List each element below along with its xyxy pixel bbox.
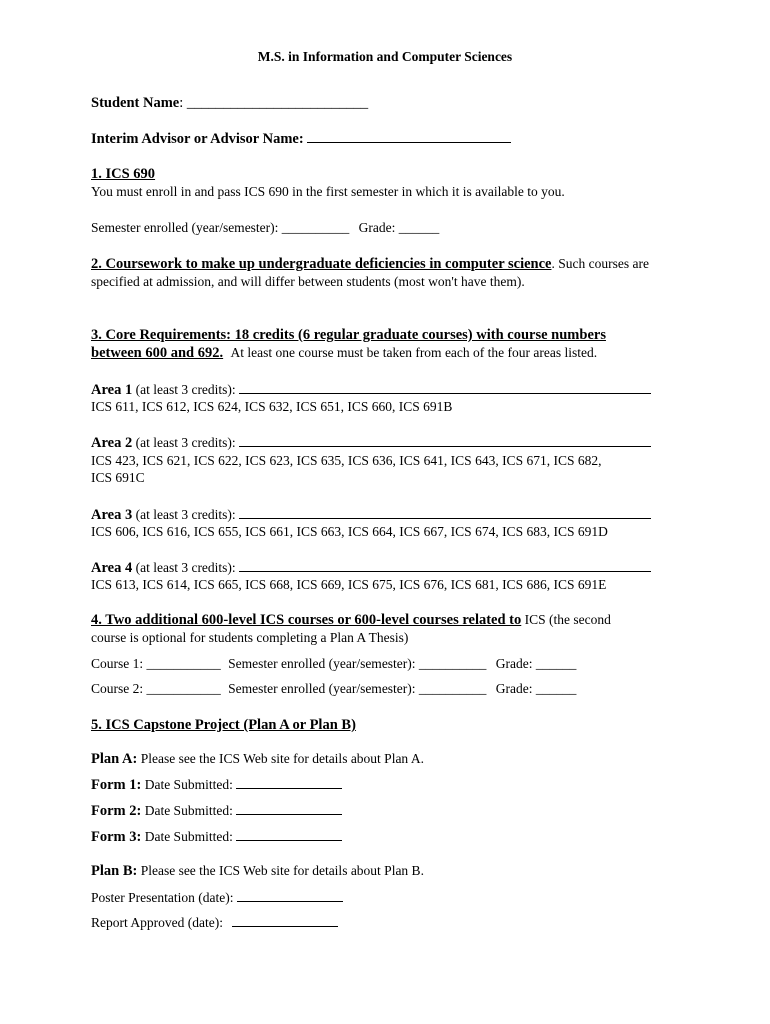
course-1-grade-label: Grade: bbox=[495, 656, 533, 671]
course-1-row bbox=[91, 655, 576, 673]
section-3-heading-2: between 600 and 692. bbox=[91, 345, 224, 361]
form-2-text: Date Submitted: bbox=[144, 803, 233, 818]
section-4-text-1: ICS (the second bbox=[524, 612, 611, 627]
form-2-label: Form 2: bbox=[91, 803, 142, 819]
form-1-label: Form 1: bbox=[91, 777, 142, 793]
semester-label: Semester enrolled (year/semester): bbox=[91, 220, 279, 235]
student-name-colon: : bbox=[179, 95, 184, 111]
area-3-row bbox=[91, 505, 651, 524]
section-4-text-2: course is optional for students completing a Plan A Thesis) bbox=[91, 630, 409, 645]
area-3-label: Area 3 bbox=[91, 507, 133, 523]
section-1-semester-row bbox=[91, 219, 439, 237]
area-2-credits: (at least 3 credits): bbox=[135, 435, 236, 450]
student-name-row bbox=[91, 94, 368, 112]
area-1-field[interactable] bbox=[239, 380, 651, 394]
course-2-grade-label: Grade: bbox=[495, 681, 533, 696]
section-1-heading: 1. ICS 690 bbox=[91, 166, 156, 182]
poster-date-field[interactable] bbox=[237, 888, 343, 902]
area-1-courses: ICS 611, ICS 612, ICS 624, ICS 632, ICS 651, ICS 660, ICS 691B bbox=[91, 399, 453, 414]
course-1-semester-field[interactable]: __________ bbox=[418, 656, 487, 671]
section-2-line-1 bbox=[91, 255, 649, 273]
advisor-name-field[interactable] bbox=[307, 129, 511, 143]
area-4-credits: (at least 3 credits): bbox=[135, 560, 236, 575]
plan-a-row bbox=[91, 750, 424, 768]
section-2-text-2: specified at admission, and will differ between students (most won't have them). bbox=[91, 274, 525, 289]
form-2-row bbox=[91, 801, 342, 820]
course-2-label: Course 2: bbox=[91, 681, 144, 696]
report-label: Report Approved (date): bbox=[91, 915, 223, 930]
area-1-row bbox=[91, 380, 651, 399]
plan-b-label: Plan B: bbox=[91, 863, 138, 879]
student-name-label: Student Name bbox=[91, 95, 180, 111]
course-1-field[interactable]: ___________ bbox=[146, 656, 221, 671]
form-1-row bbox=[91, 775, 342, 794]
course-2-field[interactable]: ___________ bbox=[146, 681, 221, 696]
area-2-courses-2: ICS 691C bbox=[91, 470, 145, 485]
section-5-heading: 5. ICS Capstone Project (Plan A or Plan B) bbox=[91, 717, 356, 733]
advisor-label: Interim Advisor or Advisor Name: bbox=[91, 131, 304, 147]
course-2-row bbox=[91, 680, 576, 698]
area-1-label: Area 1 bbox=[91, 382, 133, 398]
section-1-text: You must enroll in and pass ICS 690 in the first semester in which it is available to you. bbox=[91, 184, 565, 199]
area-4-label: Area 4 bbox=[91, 560, 133, 576]
course-2-grade-field[interactable]: ______ bbox=[535, 681, 577, 696]
area-2-field[interactable] bbox=[239, 433, 651, 447]
poster-label: Poster Presentation (date): bbox=[91, 890, 234, 905]
area-4-courses: ICS 613, ICS 614, ICS 665, ICS 668, ICS 669, ICS 675, ICS 676, ICS 681, ICS 686, ICS 691E bbox=[91, 577, 607, 592]
area-2-row bbox=[91, 433, 651, 452]
section-4-line-1 bbox=[91, 611, 611, 629]
form-3-date-field[interactable] bbox=[236, 827, 342, 841]
course-2-semester-field[interactable]: __________ bbox=[418, 681, 487, 696]
area-4-field[interactable] bbox=[239, 558, 651, 572]
plan-a-text: Please see the ICS Web site for details about Plan A. bbox=[140, 751, 424, 766]
course-2-semester-label: Semester enrolled (year/semester): bbox=[228, 681, 416, 696]
section-2-text-1: . Such courses are bbox=[551, 256, 649, 271]
student-name-field[interactable]: _________________________ bbox=[186, 95, 369, 111]
section-3-line-2 bbox=[91, 344, 597, 362]
area-4-row bbox=[91, 558, 651, 577]
plan-a-label: Plan A: bbox=[91, 751, 138, 767]
plan-b-text: Please see the ICS Web site for details about Plan B. bbox=[140, 863, 424, 878]
area-3-courses: ICS 606, ICS 616, ICS 655, ICS 661, ICS 663, ICS 664, ICS 667, ICS 674, ICS 683, ICS 691D bbox=[91, 524, 608, 539]
area-2-label: Area 2 bbox=[91, 435, 133, 451]
course-1-semester-label: Semester enrolled (year/semester): bbox=[228, 656, 416, 671]
form-3-text: Date Submitted: bbox=[144, 829, 233, 844]
report-row bbox=[91, 913, 338, 932]
section-3-text: At least one course must be taken from each of the four areas listed. bbox=[230, 345, 598, 360]
page-title: M.S. in Information and Computer Sciences bbox=[257, 49, 513, 64]
area-1-credits: (at least 3 credits): bbox=[135, 382, 236, 397]
report-date-field[interactable] bbox=[232, 913, 338, 927]
area-2-courses-1: ICS 423, ICS 621, ICS 622, ICS 623, ICS 635, ICS 636, ICS 641, ICS 643, ICS 671, ICS 682, bbox=[91, 453, 602, 468]
section-4-heading: 4. Two additional 600-level ICS courses or 600-level courses related to bbox=[91, 612, 522, 628]
semester-field[interactable]: __________ bbox=[281, 220, 350, 235]
poster-row bbox=[91, 888, 343, 907]
plan-b-row bbox=[91, 862, 424, 880]
area-3-credits: (at least 3 credits): bbox=[135, 507, 236, 522]
grade-field[interactable]: ______ bbox=[398, 220, 440, 235]
form-2-date-field[interactable] bbox=[236, 801, 342, 815]
form-1-date-field[interactable] bbox=[236, 775, 342, 789]
course-1-label: Course 1: bbox=[91, 656, 144, 671]
form-3-row bbox=[91, 827, 342, 846]
form-3-label: Form 3: bbox=[91, 829, 142, 845]
form-1-text: Date Submitted: bbox=[144, 777, 233, 792]
section-2-heading: 2. Coursework to make up undergraduate deficiencies in computer science bbox=[91, 256, 552, 272]
advisor-row bbox=[91, 129, 511, 148]
area-3-field[interactable] bbox=[239, 505, 651, 519]
section-3-heading-1: 3. Core Requirements: 18 credits (6 regular graduate courses) with course numbers bbox=[91, 327, 606, 343]
course-1-grade-field[interactable]: ______ bbox=[535, 656, 577, 671]
grade-label: Grade: bbox=[358, 220, 396, 235]
